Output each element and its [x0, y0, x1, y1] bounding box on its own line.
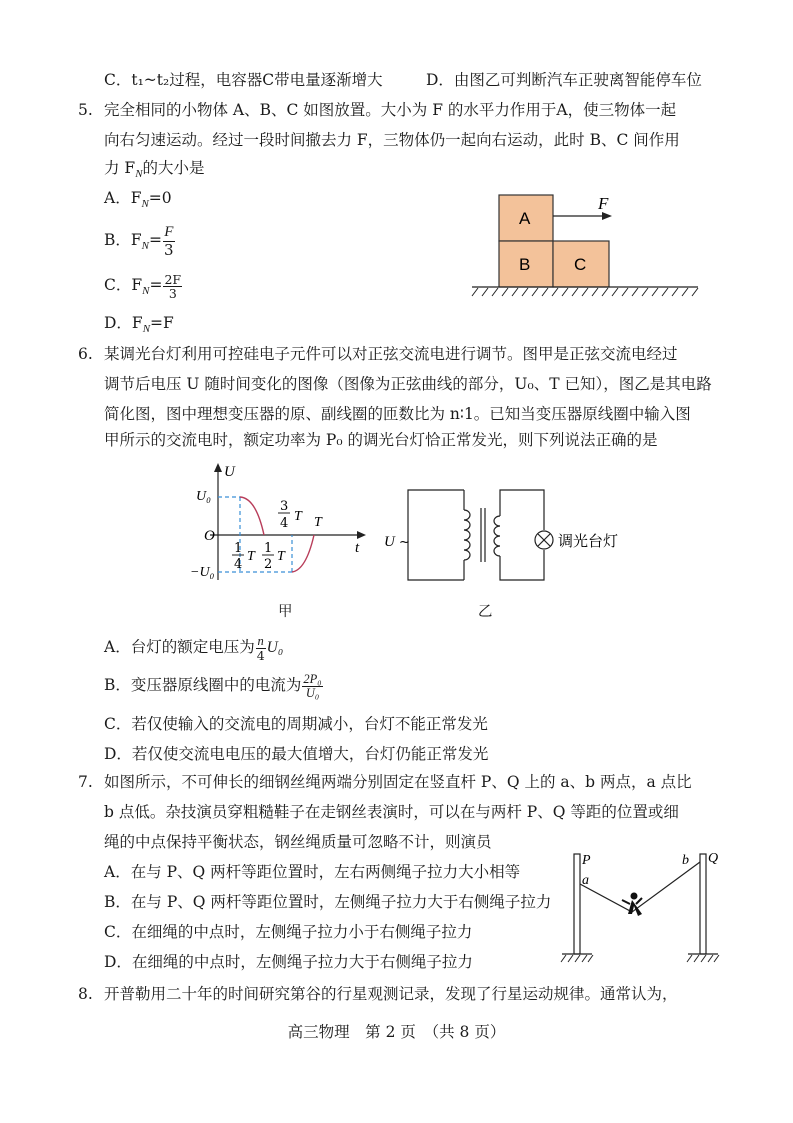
label-a: a: [582, 873, 589, 888]
q6-number: 6.: [78, 345, 93, 363]
q5-stem-line3: 力 $F_N$的大小是: [104, 159, 205, 181]
block-a-label: A: [519, 209, 531, 228]
q5-option-b: B．$F_N=$ $\frac{F}{3}$: [104, 223, 174, 259]
q4-option-d: D．由图乙可判断汽车正驶离智能停车位: [426, 71, 702, 89]
q7-number: 7.: [78, 773, 93, 791]
tick-3q-num: 3: [280, 499, 289, 514]
q6-option-a: A．台灯的额定电压为 $\frac{n}{4}$ U₀: [104, 633, 284, 663]
tick-half-den: 2: [264, 557, 273, 572]
source-label: U: [384, 534, 395, 550]
q7-stem-line3: 绳的中点保持平衡状态，钢丝绳质量可忽略不计，则演员: [104, 833, 492, 851]
tick-half-t: T: [277, 549, 285, 564]
graph-x-label: t: [355, 540, 360, 556]
graph-u0: U₀: [196, 489, 211, 504]
positive-half-wave: [240, 497, 264, 535]
tick-3q-t: T: [294, 509, 302, 524]
steel-rope: [580, 862, 700, 912]
tick-quarter-num: 1: [234, 541, 243, 556]
q5-option-d: D．$F_N=F$: [104, 314, 174, 336]
q5-blocks-figure: [470, 190, 710, 300]
q6-option-c: C．若仅使输入的交流电的周期减小，台灯不能正常发光: [104, 715, 488, 733]
ac-symbol: ~: [399, 535, 410, 550]
pole-p: [574, 854, 580, 954]
block-b-label: B: [519, 255, 531, 274]
q6-circuit: [378, 480, 668, 590]
negative-half-wave: [292, 535, 314, 572]
tick-t: T: [314, 515, 322, 530]
q7-option-b: B．在与 P、Q 两杆等距位置时，左侧绳子拉力大于右侧绳子拉力: [104, 893, 552, 911]
q6-stem-line3: 简化图，图中理想变压器的原、副线圈的匝数比为 n∶1。已知当变压器原线圈中输入图: [104, 405, 691, 423]
tick-quarter-den: 4: [234, 557, 243, 572]
q7-option-d: D．在细绳的中点时，左侧绳子拉力大于右侧绳子拉力: [104, 953, 473, 971]
tick-3q-den: 4: [280, 516, 289, 531]
q7-stem-line2: b 点低。杂技演员穿粗糙鞋子在走钢丝表演时，可以在与两杆 P、Q 等距的位置或细: [104, 803, 679, 821]
q8-number: 8.: [78, 985, 93, 1003]
q7-option-a: A．在与 P、Q 两杆等距位置时，左右两侧绳子拉力大小相等: [104, 863, 521, 881]
q5-number: 5.: [78, 101, 93, 119]
block-c-label: C: [574, 255, 587, 274]
q7-stem-line1: 如图所示，不可伸长的细钢丝绳两端分别固定在竖直杆 P、Q 上的 a、b 两点，a 点比: [104, 773, 692, 791]
label-q: Q: [708, 851, 719, 866]
q6-stem-line4: 甲所示的交流电时，额定功率为 P₀ 的调光台灯恰正常发光，则下列说法正确的是: [104, 431, 658, 449]
q5-option-a: A．$F_N=0$: [104, 189, 172, 211]
graph-y-label: U: [224, 464, 235, 480]
q4-option-c: C．t₁~t₂过程，电容器C带电量逐渐增大: [104, 71, 383, 89]
q5-stem-line2: 向右匀速运动。经过一段时间撤去力 F，三物体仍一起向右运动，此时 B、C 间作用: [104, 131, 680, 149]
q6-option-b: B．变压器原线圈中的电流为 $\frac{\text{2P₀}}{\text{U₀}}$: [104, 671, 322, 700]
q5-option-c: C．$F_N=$ $\frac{2F}{3}$: [104, 271, 182, 301]
acrobat-icon: [622, 893, 642, 916]
q6-voltage-graph: [190, 460, 380, 590]
secondary-coil: [494, 516, 500, 556]
fig-label-jia: 甲: [278, 604, 293, 620]
primary-coil: [464, 510, 470, 560]
q5-stem-line1: 完全相同的小物体 A、B、C 如图放置。大小为 F 的水平力作用于A，使三物体一起: [104, 101, 677, 119]
graph-neg-u0: −U₀: [190, 565, 215, 580]
fig-label-yi: 乙: [478, 604, 493, 620]
page-footer: 高三物理 第 2 页 （共 8 页）: [287, 1023, 506, 1041]
q6-stem-line2: 调节后电压 U 随时间变化的图像（图像为正弦曲线的部分，U₀、T 已知），图乙是其电路: [104, 375, 712, 393]
tick-quarter-t: T: [247, 549, 255, 564]
q7-option-c: C．在细绳的中点时，左侧绳子拉力小于右侧绳子拉力: [104, 923, 473, 941]
graph-origin: O: [204, 528, 215, 544]
q6-stem-line1: 某调光台灯利用可控硅电子元件可以对正弦交流电进行调节。图甲是正弦交流电经过: [104, 345, 678, 363]
lamp-label: 调光台灯: [558, 532, 619, 550]
q7-tightrope-figure: [560, 848, 720, 968]
pole-q: [700, 854, 706, 954]
label-p: P: [582, 853, 591, 868]
force-arrow-head: [602, 212, 612, 220]
tick-half-num: 1: [264, 541, 273, 556]
force-label: F: [598, 194, 609, 213]
q6-option-d: D．若仅使交流电电压的最大值增大，台灯仍能正常发光: [104, 745, 489, 763]
q8-stem: 开普勒用二十年的时间研究第谷的行星观测记录，发现了行星运动规律。通常认为，: [104, 985, 678, 1003]
label-b: b: [682, 853, 689, 868]
